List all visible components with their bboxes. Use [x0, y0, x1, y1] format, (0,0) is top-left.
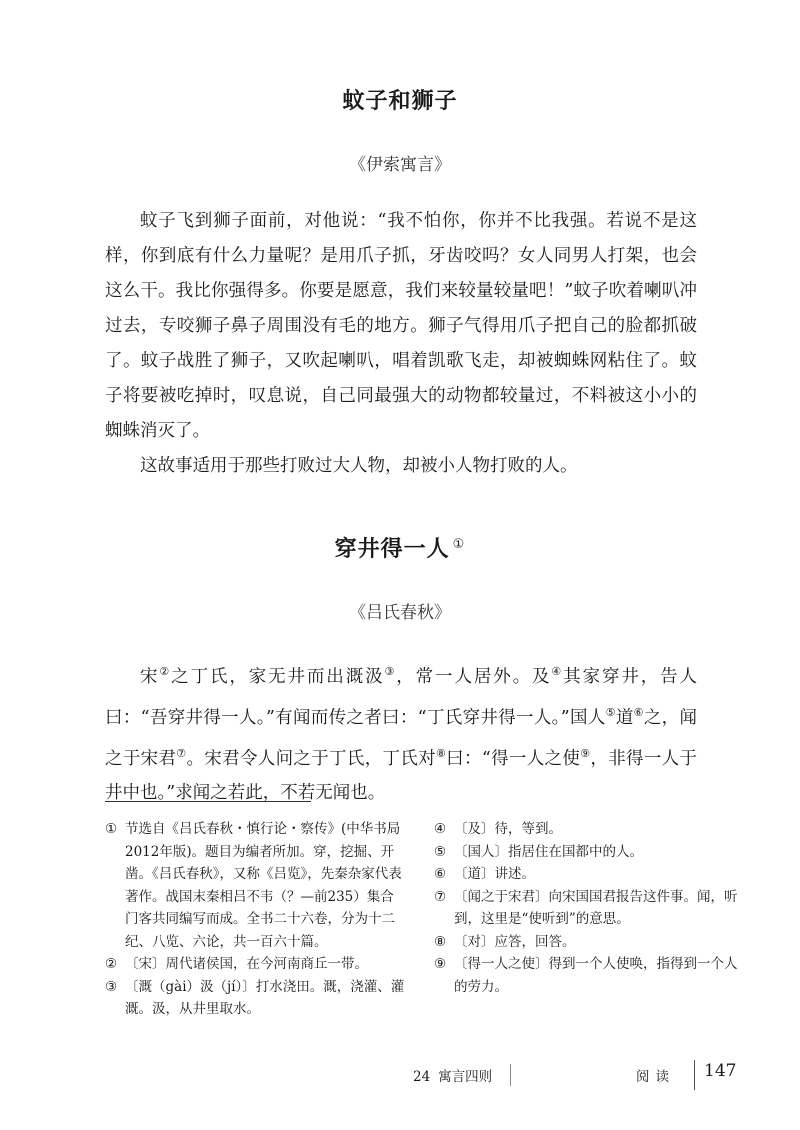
footnote-ref: ⑨	[580, 746, 591, 760]
footnote-number: ⑨	[434, 956, 447, 972]
footnote-text: 〔国人〕指居住在国都中的人。	[454, 843, 643, 860]
footnote-ref: ⑦	[176, 746, 187, 760]
text-segment: 道	[615, 707, 634, 728]
footnote-text: 〔溉（gài）汲（jí）〕打水浇田。溉，浇灌、灌溉。汲，从井里取水。	[125, 978, 405, 1017]
footnote-ref: ⑧	[435, 746, 447, 760]
text-segment: 曰：“得一人之使	[446, 748, 581, 769]
footnote-number: ⑤	[434, 843, 447, 860]
footnote-text: 〔得一人之使〕得到一个人使唤，指得到一个人的劳力。	[454, 956, 738, 995]
footnote-number: ⑦	[434, 888, 447, 905]
page-footer	[0, 1060, 800, 1090]
footnote-ref: ⑤	[605, 705, 616, 719]
page-number: 147	[704, 1061, 737, 1081]
story2-title-line	[0, 532, 800, 563]
story1-title: 蚊子和狮子	[342, 89, 458, 114]
footer-separator	[510, 1064, 511, 1086]
footnote-item	[434, 863, 740, 886]
text-segment: ，非得一人于井中也。”求闻之若此，不若无闻也。	[105, 748, 697, 804]
text-segment: 之，闻之于宋君	[105, 707, 697, 769]
story2-body	[105, 654, 697, 811]
story2-paragraph	[105, 654, 697, 811]
footnote-item	[434, 931, 740, 954]
footnote-item	[434, 886, 740, 931]
footnote-number: ①	[105, 821, 118, 837]
story2-source: 《吕氏春秋》	[349, 603, 451, 623]
footnote-text: 〔宋〕周代诸侯国，在今河南商丘一带。	[125, 956, 368, 972]
footnote-item	[434, 953, 740, 998]
footnote-number: ⑥	[434, 866, 447, 882]
footnote-text: 〔道〕讲述。	[454, 866, 535, 882]
footnote-ref: ②	[159, 665, 172, 678]
text-segment: 。宋君令人问之于丁氏，丁氏对	[186, 748, 436, 769]
footer-section: 阅读	[636, 1069, 675, 1085]
story1-source: 《伊索寓言》	[349, 155, 451, 175]
footnote-item	[434, 841, 740, 864]
footnote-text: 节选自《吕氏春秋・慎行论・察传》(中华书局2012年版)。题目为编者所加。穿，挖掘、开凿。《吕氏春秋》，又称《吕览》，先秦杂家代表著作。战国末秦相吕不韦（？—前235）集合门客共同编写而成。全书二十六卷，分为十二纪、八览、六论，共一百六十篇。	[125, 821, 402, 950]
footnote-number: ③	[105, 978, 118, 995]
footer-unit-page: 24	[413, 1069, 431, 1085]
story2-title-footnote-ref: ①	[452, 536, 466, 552]
text-segment: ，常一人居外。及	[396, 666, 552, 687]
text-segment: 之丁氏，家无井而出溉汲	[171, 666, 385, 687]
footer-separator	[694, 1060, 695, 1090]
story1-body	[105, 204, 697, 484]
footnote-number: ②	[105, 956, 118, 972]
footnote-number: ④	[434, 821, 447, 837]
footnote-ref: ③	[384, 665, 397, 678]
footnote-divider	[105, 801, 311, 802]
story1-paragraph: 蚊子飞到狮子面前，对他说：“我不怕你，你并不比我强。若说不是这样，你到底有什么力量呢？是用爪子抓，牙齿咬吗？女人同男人打架，也会这么干。我比你强得多。你要是愿意，我们来较量较量吧！”蚊子吹着喇叭冲过去，专咬狮子鼻子周围没有毛的地方。狮子气得用爪子把自己的脸都抓破了。蚊子战胜了狮子，又吹起喇叭，唱着凯歌飞走，却被蜘蛛网粘住了。蚊子将要被吃掉时，叹息说，自己同最强大的动物都较量过，不料被这小小的蜘蛛消灭了。	[105, 211, 697, 441]
footnote-ref: ⑥	[633, 705, 644, 719]
footnote-item	[105, 818, 405, 953]
footnote-item	[105, 953, 405, 976]
footnote-text: 〔及〕待，等到。	[454, 821, 562, 837]
text-segment: 宋	[140, 666, 160, 687]
footer-chapter-title: 寓言四则	[438, 1069, 493, 1085]
footnote-item	[105, 976, 405, 1021]
footnotes-right-column	[434, 818, 740, 998]
footnotes-left-column	[105, 818, 405, 1021]
story2-title: 穿井得一人	[334, 537, 450, 562]
footnote-text: 〔对〕应答，回答。	[454, 933, 576, 950]
footnote-number: ⑧	[434, 933, 447, 950]
story1-paragraph: 这故事适用于那些打败过大人物，却被小人物打败的人。	[140, 456, 578, 476]
footnote-ref: ④	[551, 665, 564, 678]
footer-chapter	[413, 1065, 492, 1085]
footnote-item	[434, 818, 740, 841]
footnote-text: 〔闻之于宋君〕向宋国国君报告这件事。闻，听到，这里是“使听到”的意思。	[454, 888, 738, 927]
text-segment: 其家穿井，告人曰：“吾穿井得一人。”有闻而传之者曰：“丁氏穿井得一人。”国人	[105, 666, 698, 728]
